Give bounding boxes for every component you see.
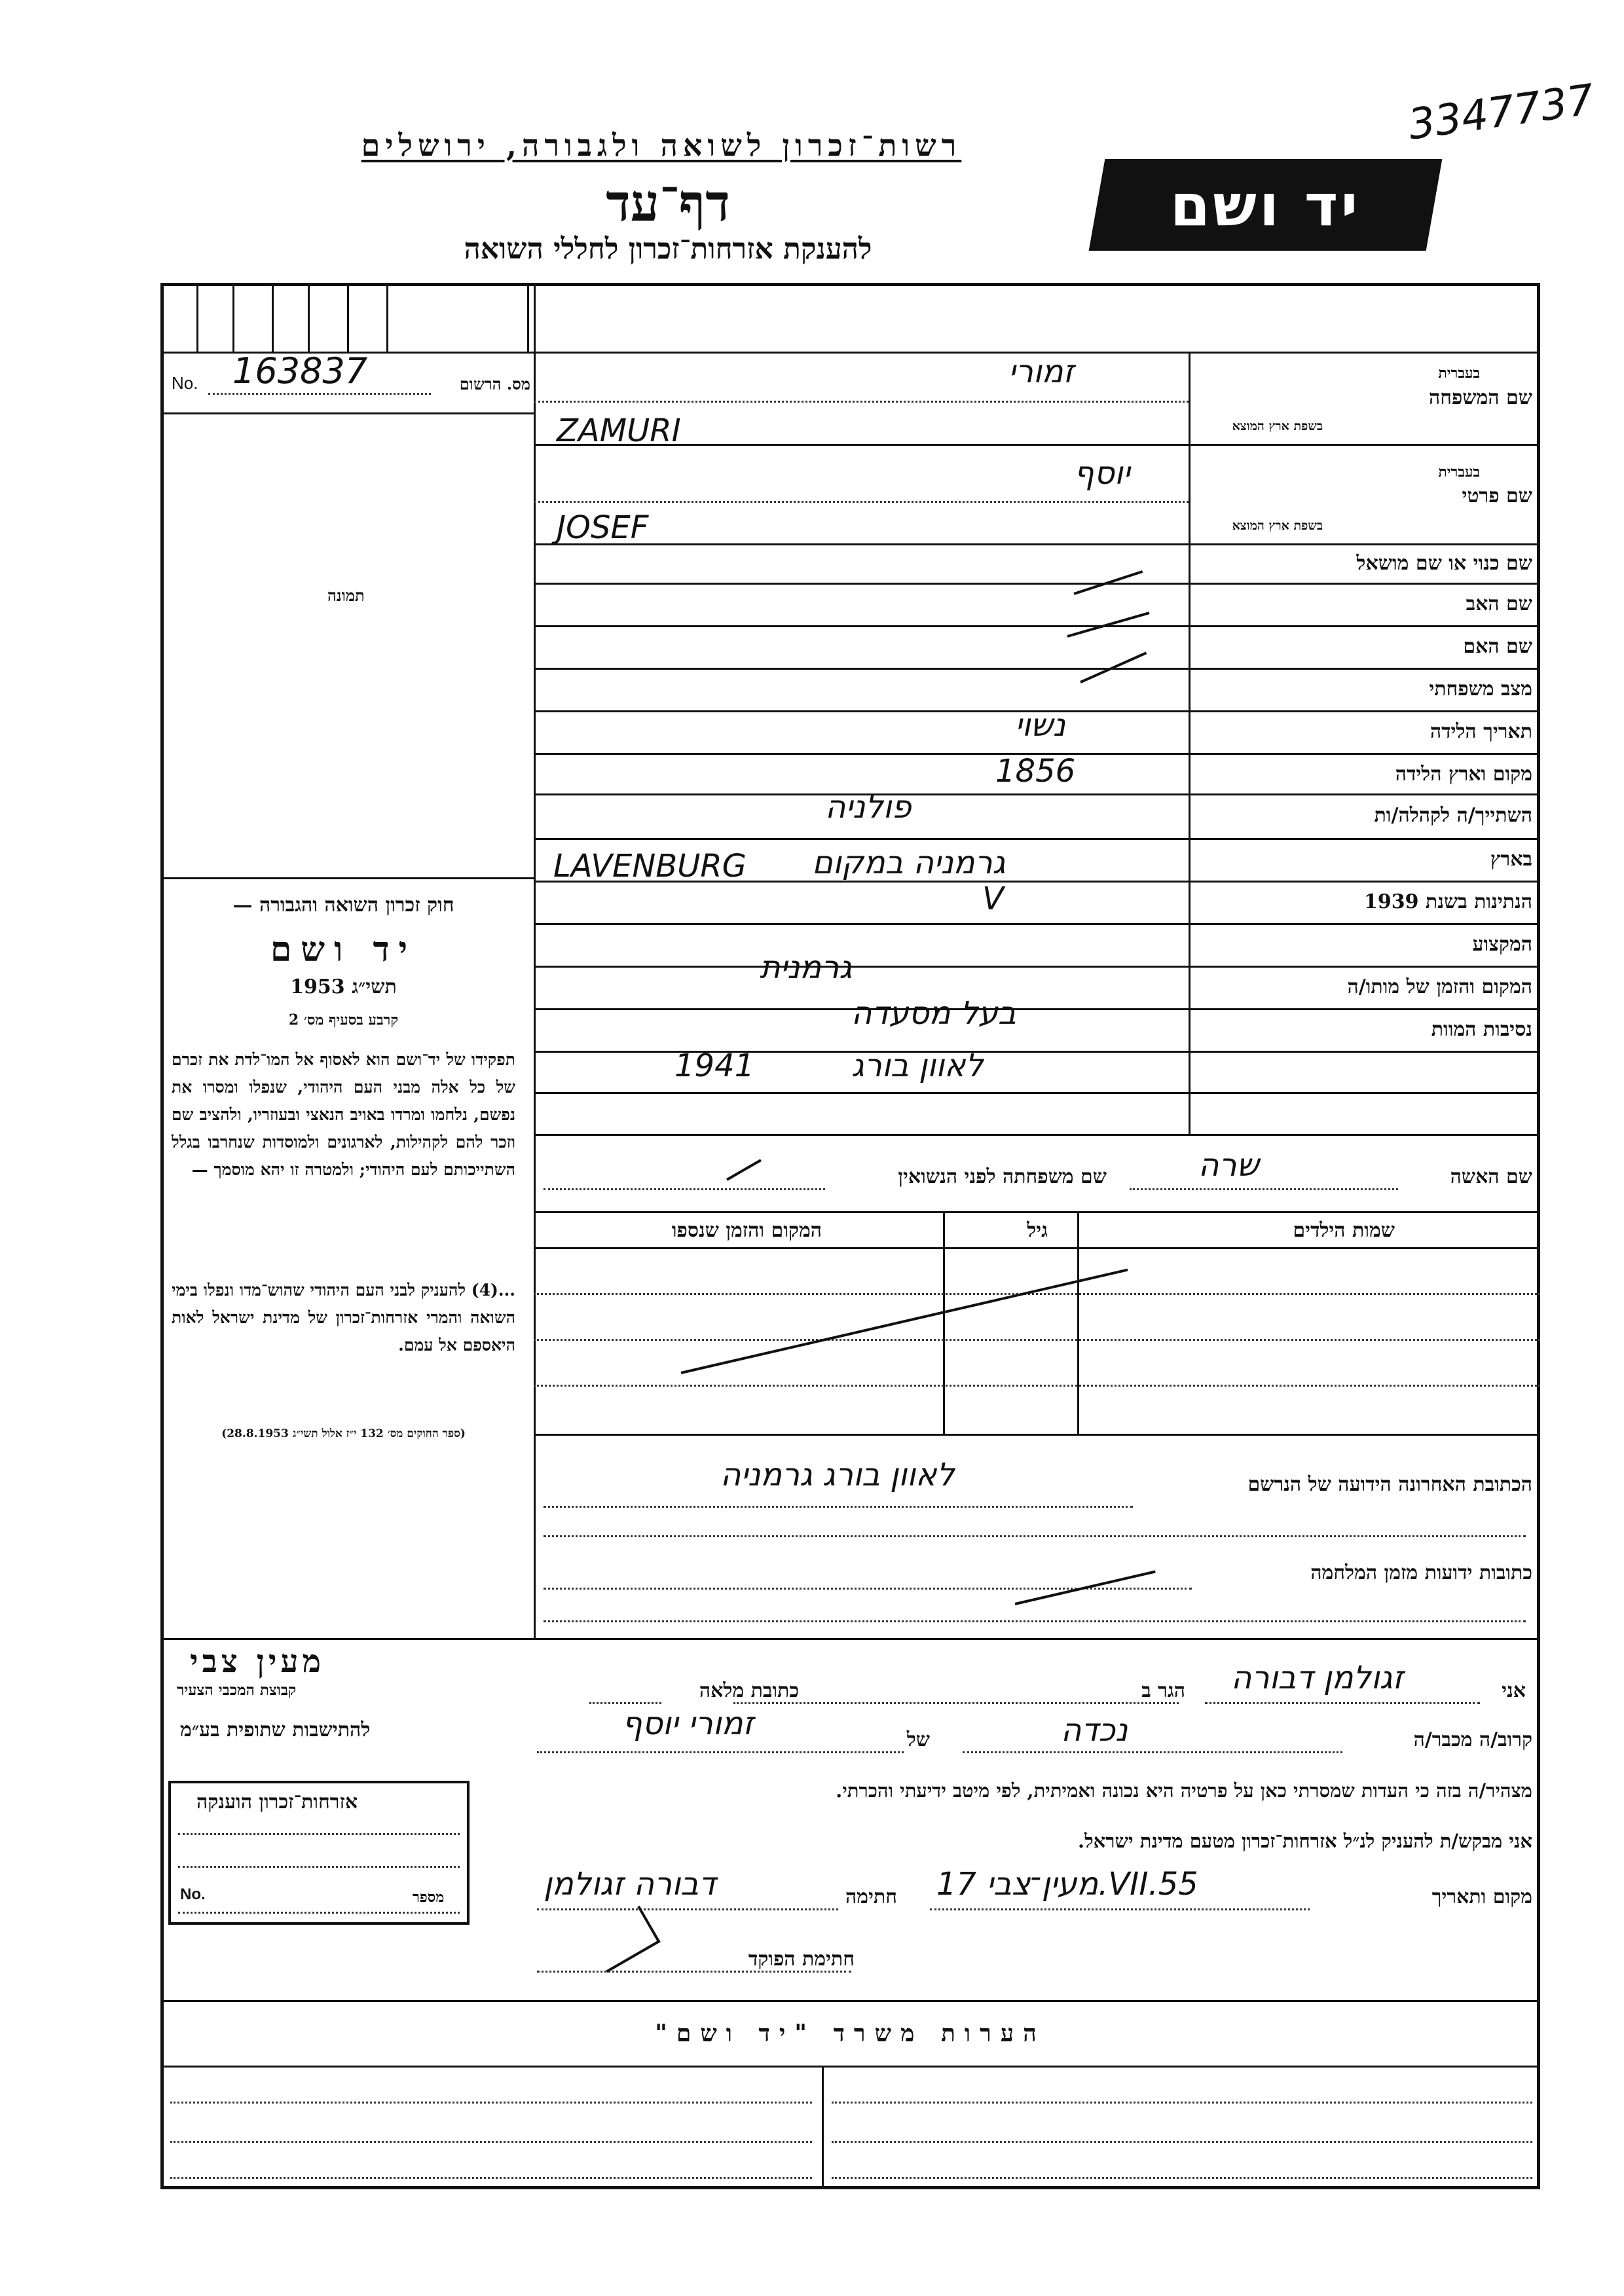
maiden-line (544, 1188, 825, 1190)
row-line (534, 923, 1540, 925)
row-line (534, 838, 1540, 840)
death-place-value: לאוון בורג (851, 1048, 984, 1084)
remarks-divider (822, 2066, 824, 2189)
col-line (943, 1211, 945, 1434)
decl-line (1205, 1702, 1480, 1704)
remarks-line (832, 2177, 1532, 2179)
box-line (178, 1833, 460, 1835)
remarks-line (170, 2141, 812, 2143)
children-age-header: גיל (1027, 1219, 1048, 1242)
i-label: אני (1502, 1679, 1526, 1702)
community-hebrew-value: גרמניה במקום (812, 845, 1006, 881)
section-line (160, 1638, 1540, 1640)
strip-box (347, 283, 349, 352)
community-label: השתייך/ה לקהלה/ות (1374, 804, 1532, 827)
strip-box (232, 283, 234, 352)
first-name-hebrew-label: בעברית (1438, 464, 1480, 481)
children-place-header: המקום והזמן שנספו (671, 1219, 822, 1242)
request-text: אני מבקש/ת להעניק לנ״ל אזרחות־זכרון מטעם מדינת ישראל. (1078, 1830, 1532, 1852)
kvutza-label: להתישבות שתופית בע״מ (180, 1719, 371, 1741)
col-line (1077, 1211, 1079, 1434)
decl-line (537, 1971, 851, 1973)
kibbutz-stamp-sub: קבוצת המכבי הצעיר (177, 1681, 297, 1699)
last-name-native-value: ZAMURI (557, 412, 681, 449)
children-names-header: שמות הילדים (1293, 1219, 1395, 1242)
reg-no-line (208, 393, 431, 395)
section-line (160, 2000, 1540, 2002)
row-line (534, 1211, 1540, 1213)
death-year-value: 1941 (674, 1048, 755, 1084)
remarks-line (832, 2102, 1532, 2104)
signature-label: חתימה (845, 1886, 897, 1908)
decl-line (537, 1908, 838, 1910)
child-row-line (534, 1293, 1540, 1295)
death-circumstances-label: נסיבות המוות (1431, 1018, 1532, 1041)
form-title: דף־עד (606, 173, 730, 233)
wife-maiden-label: שם משפחתה לפני הנשואין (898, 1165, 1107, 1188)
of-label: של (906, 1728, 930, 1751)
birth-place-label: מקום וארץ הלידה (1395, 763, 1532, 786)
last-name-hebrew-label: בעברית (1438, 365, 1480, 382)
wife-label: שם האשה (1450, 1165, 1532, 1188)
place-date-label: מקום ותאריך (1431, 1886, 1532, 1908)
child-row-line (534, 1339, 1540, 1341)
decl-line (963, 1751, 1342, 1753)
reg-number: 163837 (232, 350, 368, 392)
strip-box (196, 283, 198, 352)
declaration-text: מצהיר/ה בזה כי העדות שמסרתי כאן על פרטיה היא נכונה ואמיתית, לפי מיטב ידיעתי והכרתי. (836, 1779, 1532, 1802)
place-date-value: מעין־צבי 17.VII.55 (936, 1866, 1198, 1903)
photo-bottom-line (160, 877, 534, 879)
death-place-label: המקום והזמן של מותו/ה (1347, 975, 1532, 998)
last-name-hebrew-value: זמורי (1008, 354, 1075, 390)
archive-number: 3347737 (1405, 75, 1597, 150)
strip-box (272, 283, 274, 352)
reg-no-label: No. (172, 373, 198, 393)
row-line (534, 1008, 1540, 1010)
address-line (544, 1535, 1526, 1537)
strip-box (527, 283, 529, 352)
address-line (544, 1506, 1133, 1508)
wife-line (1130, 1188, 1398, 1190)
law-text-2: ...(4) להעניק לבני העם היהודי שהוש־מדו ונפלו בימי השואה והמרי אזרחות־זכרון של מדינת ישראל לאות היאספם אל עמם. (172, 1281, 515, 1355)
address-line (544, 1588, 1192, 1590)
relation-label: קרוב/ה מכבר/ה (1413, 1728, 1532, 1751)
citizenship-value: גרמנית (760, 949, 852, 986)
decl-line (589, 1702, 661, 1704)
form-subtitle: להענקת אזרחות־זכרון לחללי השואה (464, 232, 872, 266)
row-line (534, 444, 1540, 446)
photo-top-line (160, 412, 534, 414)
birth-date-value: 1856 (995, 753, 1076, 790)
last-name-native-label: בשפת ארץ המוצא (1232, 419, 1323, 433)
law-text-1: תפקידו של יד־ושם הוא לאסוף אל המו־לדת את זכרם של כל אלה מבני העם היהודי, שנפלו ומסרו את נפשם, נלחמו ומרדו באויב הנאצי ובעוזריו, ולהציב שם וזכר להם לקהילות, לארגונים ולמוסדות שנחרבו בגלל השתייכותם לעם היהודי; ולמטרה זו יהא מוסמך — (172, 1050, 515, 1179)
citizenship-num-label: מספר (413, 1889, 445, 1906)
decl-line (733, 1702, 1179, 1704)
address-line (544, 1620, 1526, 1622)
sub-row-line (534, 401, 1189, 403)
decl-line (930, 1908, 1310, 1910)
row-line (534, 668, 1540, 670)
first-name-native-label: בשפת ארץ המוצא (1232, 519, 1323, 533)
decl-line (537, 1751, 904, 1753)
of-value: זמורי יוסף (622, 1705, 754, 1742)
remarks-title: הערות משרד "יד ושם" (655, 2020, 1046, 2047)
law-section: קרבע בסעיף מס׳ 2 (288, 1011, 399, 1029)
citizenship-label: הנתינות בשנת 1939 (1363, 890, 1532, 913)
row-line (534, 543, 1540, 545)
law-year: תשי״ג 1953 (290, 975, 397, 998)
first-name-hebrew-value: יוסף (1074, 455, 1130, 492)
officer-signature-label: חתימת הפוקד (748, 1948, 855, 1971)
row-line (534, 1134, 1540, 1136)
citizenship-box-title: אזרחות־זכרון הוענקה (196, 1791, 358, 1813)
first-name-native-value: JOSEF (557, 509, 649, 546)
reg-label: מס. הרשום (459, 374, 530, 393)
box-line (178, 1866, 460, 1868)
mother-label: שם האם (1463, 635, 1532, 658)
marital-status-label: מצב משפחתי (1429, 678, 1532, 701)
organization-name: רשות־זכרון לשואה ולגבורה, ירושלים (361, 128, 962, 163)
wartime-address-label: כתובות ידועות מזמן המלחמה (1310, 1561, 1532, 1584)
relation-value: נכדה (1061, 1712, 1128, 1749)
birth-place-value: פולניה (825, 789, 912, 826)
nickname-label: שם כנוי או שם מושאל (1356, 552, 1532, 575)
last-address-value: לאוון בורג גרמניה (720, 1457, 955, 1493)
community-latin-value: LAVENBURG (553, 848, 747, 884)
address-full-label: כתובת מלאה (699, 1679, 799, 1702)
photo-label: תמונה (327, 586, 365, 605)
law-citation: (ספר החוקים מס׳ 132 י״ז אלול תשי״ג 28.8.1953) (221, 1427, 466, 1440)
father-label: שם האב (1466, 592, 1532, 615)
row-line (534, 1092, 1540, 1094)
kibbutz-stamp: מעין צבי (190, 1643, 325, 1680)
citizenship-no-label: No. (180, 1886, 206, 1903)
law-name: יד ושם (270, 930, 417, 970)
row-line (534, 1247, 1540, 1249)
remarks-line (170, 2177, 812, 2179)
first-name-label: שם פרטי (1462, 484, 1532, 507)
row-line (534, 625, 1540, 627)
birth-date-label: תאריך הלידה (1430, 720, 1532, 743)
section-line (160, 2066, 1540, 2068)
remarks-line (170, 2102, 812, 2104)
profession-label: המקצוע (1472, 933, 1532, 956)
row-line (534, 793, 1540, 795)
last-name-label: שם המשפחה (1428, 386, 1532, 409)
signature-value: דבורה זגולמן (544, 1866, 716, 1903)
wife-value: שרה (1198, 1147, 1259, 1184)
law-title: חוק זכרון השואה והגבורה — (232, 894, 454, 917)
remarks-line (832, 2141, 1532, 2143)
country-value: V (982, 881, 1004, 917)
country-label: בארץ (1490, 848, 1532, 871)
declarant-name-value: זגולמן דבורה (1231, 1660, 1404, 1696)
strip-box (308, 283, 310, 352)
row-line (534, 1434, 1540, 1436)
yad-vashem-logo (1089, 159, 1443, 251)
resident-label: הגר ב (1141, 1679, 1185, 1702)
logo-text: יד ושם (1170, 171, 1361, 239)
sub-row-line (534, 501, 1189, 503)
strip-box (386, 283, 388, 352)
child-row-line (534, 1385, 1540, 1387)
row-line (534, 583, 1540, 585)
box-line (178, 1912, 460, 1914)
profession-value: בעל מסעדה (851, 995, 1016, 1032)
last-address-label: הכתובת האחרונה הידועה של הנרשם (1247, 1473, 1532, 1496)
row-line (534, 966, 1540, 968)
label-column-divider (1189, 352, 1190, 1134)
marital-status-value: נשוי (1015, 707, 1066, 744)
